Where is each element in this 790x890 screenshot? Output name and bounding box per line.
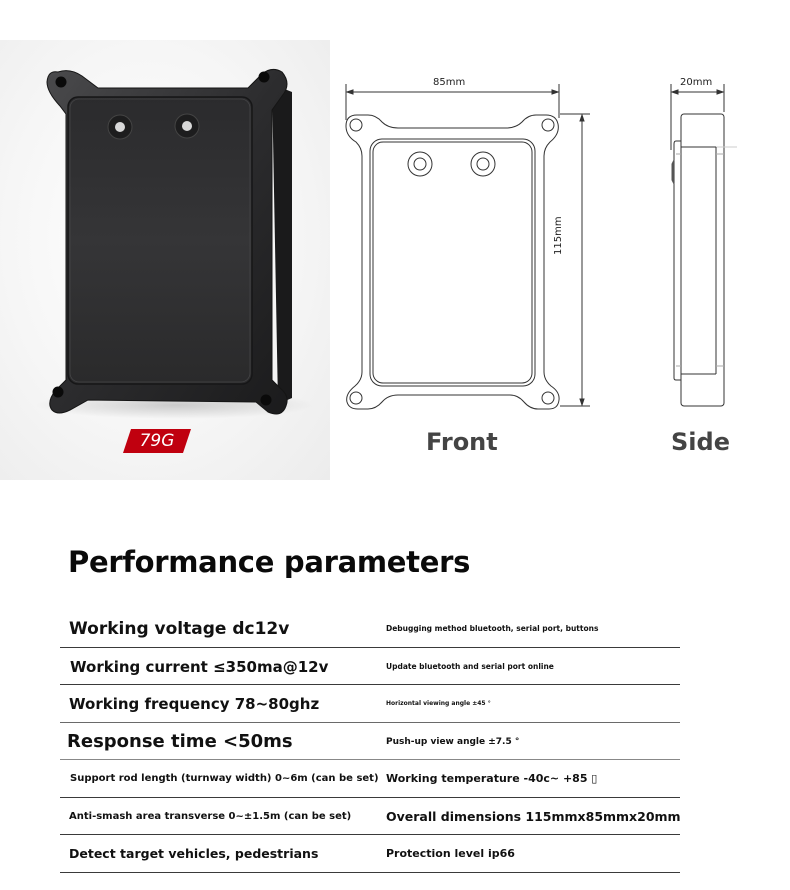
parameter-right: Update bluetooth and serial port online xyxy=(386,661,554,671)
parameter-row xyxy=(60,723,680,761)
parameter-row xyxy=(60,760,680,798)
front-width-dimension: 85mm xyxy=(433,77,466,88)
parameter-left: Support rod length (turnway width) 0~6m (can be set) xyxy=(70,773,379,784)
parameter-right: Debugging method bluetooth, serial port, buttons xyxy=(386,624,599,633)
parameter-row xyxy=(60,798,680,836)
front-height-dimension: 115mm xyxy=(553,216,564,255)
parameter-row xyxy=(60,610,680,648)
side-depth-dimension: 20mm xyxy=(680,77,713,88)
parameter-left: Working voltage dc12v xyxy=(69,619,290,639)
parameter-right: Working temperature -40c~ +85 ▯ xyxy=(386,772,598,785)
parameter-left: Working current ≤350ma@12v xyxy=(70,657,329,676)
parameter-right: Push-up view angle ±7.5 ° xyxy=(386,736,520,747)
parameter-left: Detect target vehicles, pedestrians xyxy=(69,846,319,861)
parameter-left: Response time <50ms xyxy=(67,730,293,752)
section-title: Performance parameters xyxy=(68,545,471,579)
side-view-drawing xyxy=(660,80,740,410)
parameters-table xyxy=(60,610,680,873)
radar-device-photo xyxy=(0,40,330,440)
parameter-row xyxy=(60,685,680,723)
parameter-right: Overall dimensions 115mmx85mmx20mm xyxy=(386,808,681,824)
model-badge-label: 79G xyxy=(139,431,175,451)
parameter-row xyxy=(60,648,680,686)
parameter-right: Horizontal viewing angle ±45 ° xyxy=(386,700,491,707)
parameter-right: Protection level ip66 xyxy=(386,847,515,860)
front-view-label: Front xyxy=(426,428,498,456)
parameter-left: Working frequency 78~80ghz xyxy=(69,695,320,713)
parameter-left: Anti-smash area transverse 0~±1.5m (can be set) xyxy=(69,810,352,822)
side-view-label: Side xyxy=(671,428,730,456)
parameter-row xyxy=(60,835,680,873)
